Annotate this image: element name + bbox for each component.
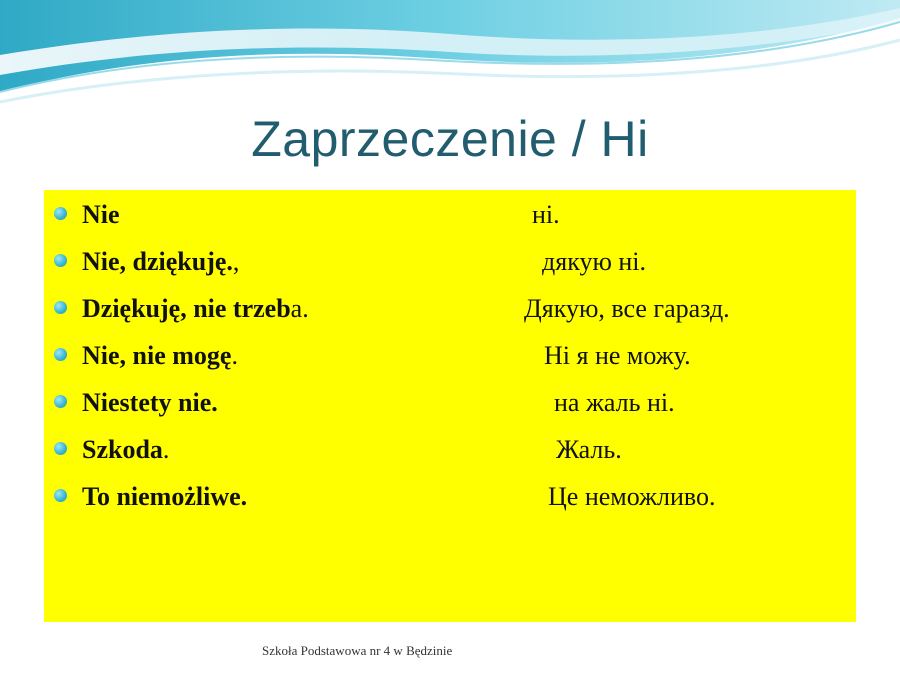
footer-school-name: Szkoła Podstawowa nr 4 w Będzinie: [262, 643, 453, 658]
list-item: [44, 429, 856, 475]
polish-phrase-bold: Niestety nie.: [82, 388, 218, 417]
list-item: [44, 335, 856, 381]
polish-phrase: [82, 435, 169, 465]
bullet-icon: [54, 254, 67, 267]
polish-phrase-rest: .: [162, 435, 170, 464]
polish-phrase-bold: To niemożliwe.: [82, 482, 248, 511]
polish-phrase-bold: Szkoda: [82, 435, 163, 464]
polish-phrase-rest: ,: [232, 247, 240, 276]
phrase-list-box: [44, 190, 856, 622]
bullet-icon: [54, 301, 67, 314]
ukrainian-phrase: Це неможливо.: [548, 482, 716, 511]
ukrainian-phrase: Дякую, все гаразд.: [524, 294, 730, 323]
bullet-icon: [54, 442, 67, 455]
list-item: [44, 288, 856, 334]
polish-phrase-bold: Nie, nie mogę: [82, 341, 232, 370]
polish-phrase: [82, 482, 247, 512]
ukrainian-phrase: дякую ні.: [542, 247, 647, 276]
polish-phrase-bold: Nie, dziękuję.: [82, 247, 233, 276]
bullet-icon: [54, 395, 67, 408]
list-item: [44, 382, 856, 428]
polish-phrase: [82, 200, 120, 230]
ukrainian-phrase: Ні я не можу.: [544, 341, 691, 370]
polish-phrase: [82, 247, 239, 277]
list-item: [44, 194, 856, 240]
polish-phrase: [82, 341, 238, 371]
ukrainian-phrase: ні.: [532, 200, 560, 229]
ukrainian-phrase: на жаль ні.: [554, 388, 675, 417]
list-item: [44, 241, 856, 287]
polish-phrase-bold: Dziękuję, nie trzeb: [82, 294, 291, 323]
polish-phrase-bold: Nie: [82, 200, 120, 229]
slide-title: Zaprzeczenie / Ні: [251, 111, 649, 167]
list-item: [44, 476, 856, 522]
polish-phrase-rest: a.: [290, 294, 309, 323]
bullet-icon: [54, 489, 67, 502]
polish-phrase-rest: .: [231, 341, 238, 370]
bullet-icon: [54, 348, 67, 361]
polish-phrase: [82, 388, 218, 418]
polish-phrase: [82, 294, 309, 324]
bullet-icon: [54, 207, 67, 220]
ukrainian-phrase: Жаль.: [556, 435, 622, 464]
